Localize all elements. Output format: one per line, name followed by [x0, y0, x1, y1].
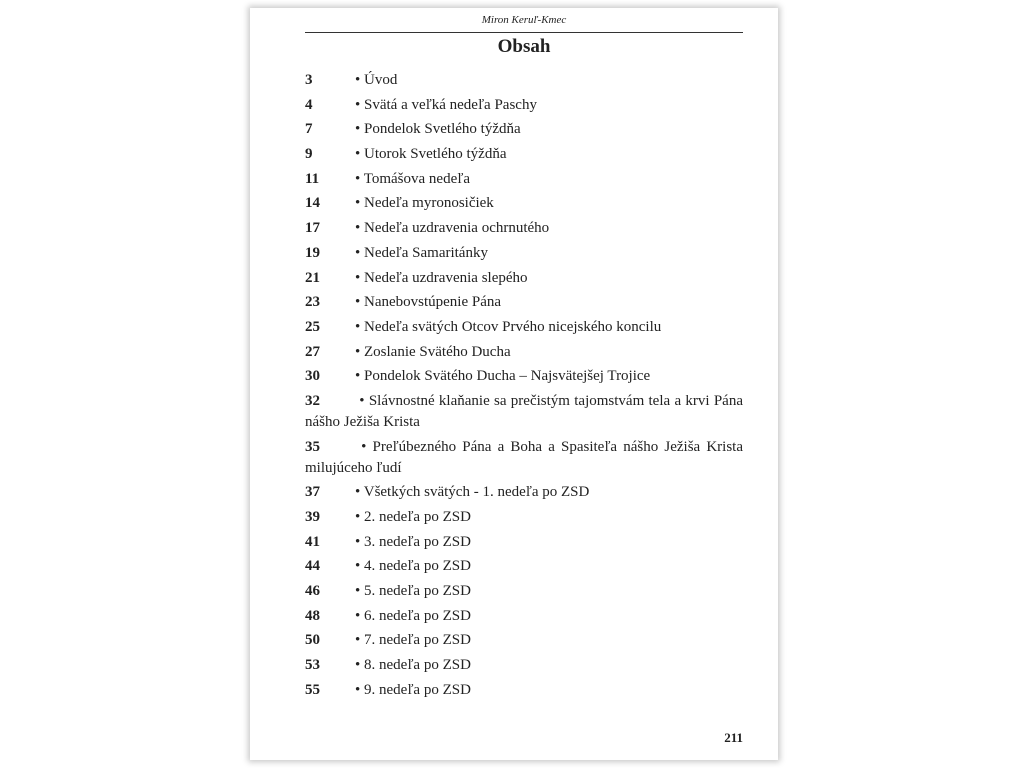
toc-entry — [305, 193, 743, 214]
toc-entry — [305, 119, 743, 140]
toc-entry-title: • Nanebovstúpenie Pána — [355, 294, 502, 311]
toc-entry-title: • Úvod — [355, 72, 398, 88]
toc-page-number: 35 — [305, 438, 320, 455]
toc-entry-title: • Slávnostné klaňanie sa prečistým tajomstvám tela a krvi Pána nášho Ježiša Krista — [305, 392, 743, 430]
toc-entry — [305, 292, 743, 313]
toc-entry-title: • 2. nedeľa po ZSD — [355, 509, 471, 525]
toc-page-number: 41 — [305, 533, 320, 550]
toc-entry — [305, 482, 743, 503]
toc-page-number: 3 — [305, 72, 313, 88]
toc-page-number: 27 — [305, 343, 320, 360]
toc-page-number: 39 — [305, 509, 320, 525]
toc-page-number: 11 — [305, 170, 320, 187]
toc-entry — [305, 218, 743, 239]
toc-page-number: 55 — [305, 681, 320, 698]
toc-entry-title: • Nedeľa svätých Otcov Prvého nicejského koncilu — [355, 318, 662, 335]
toc-entry — [305, 70, 743, 91]
toc-page-number: 7 — [305, 121, 313, 138]
running-head: Miron Keruľ-Kmec — [481, 14, 567, 26]
toc-entry — [305, 680, 743, 701]
toc-entry — [305, 630, 743, 651]
toc-entry — [305, 556, 743, 577]
table-of-contents — [305, 70, 743, 705]
toc-entry-title: • Všetkých svätých - 1. nedeľa po ZSD — [355, 484, 590, 501]
toc-entry — [305, 243, 743, 264]
toc-page-number: 48 — [305, 607, 320, 624]
toc-entry — [305, 507, 743, 528]
toc-entry-title: • Pondelok Svetlého týždňa — [355, 121, 521, 138]
toc-entry-title: • Svätá a veľká nedeľa Paschy — [355, 96, 537, 113]
toc-entry — [305, 606, 743, 627]
toc-entry — [305, 95, 743, 116]
toc-entry — [305, 317, 743, 338]
toc-page-number: 37 — [305, 484, 320, 501]
toc-entry-title: • Nedeľa uzdravenia ochrnutého — [355, 220, 550, 237]
toc-entry — [305, 581, 743, 602]
toc-entry-title: • 5. nedeľa po ZSD — [355, 583, 471, 600]
toc-entry-title: • Utorok Svetlého týždňa — [355, 146, 507, 163]
toc-entry — [305, 532, 743, 553]
header-rule — [305, 32, 743, 33]
toc-entry-title: • Nedeľa uzdravenia slepého — [355, 269, 528, 286]
toc-entry — [305, 268, 743, 289]
toc-page-number: 17 — [305, 220, 320, 237]
toc-entry-title: • Nedeľa Samaritánky — [355, 244, 488, 261]
toc-entry — [305, 391, 743, 433]
toc-page-number: 9 — [305, 146, 313, 163]
toc-entry-title: • Tomášova nedeľa — [355, 170, 470, 187]
toc-entry-title: • 4. nedeľa po ZSD — [355, 558, 471, 575]
toc-page-number: 46 — [305, 583, 320, 600]
toc-entry — [305, 437, 743, 479]
toc-page-number: 23 — [305, 294, 320, 311]
toc-entry — [305, 342, 743, 363]
toc-page-number: 21 — [305, 269, 320, 286]
toc-entry-title: • 9. nedeľa po ZSD — [355, 681, 471, 698]
toc-entry — [305, 144, 743, 165]
toc-entry-title: • Preľúbezného Pána a Boha a Spasiteľa nášho Ježiša Krista milujúceho ľudí — [305, 438, 743, 476]
toc-entry-title: • Nedeľa myronosičiek — [355, 195, 494, 212]
toc-entry — [305, 169, 743, 190]
toc-page-number: 4 — [305, 96, 313, 113]
toc-page-number: 14 — [305, 195, 320, 212]
toc-entry-title: • Pondelok Svätého Ducha – Najsvätejšej Trojice — [355, 368, 651, 385]
toc-entry — [305, 655, 743, 676]
toc-page-number: 50 — [305, 632, 320, 649]
toc-entry-title: • 8. nedeľa po ZSD — [355, 657, 471, 674]
toc-entry-title: • 7. nedeľa po ZSD — [355, 632, 471, 649]
toc-page-number: 30 — [305, 368, 320, 385]
toc-page-number: 32 — [305, 392, 320, 409]
toc-page-number: 25 — [305, 318, 320, 335]
toc-page-number: 19 — [305, 244, 320, 261]
toc-entry-title: • 3. nedeľa po ZSD — [355, 533, 471, 550]
toc-page-number: 53 — [305, 657, 320, 674]
page-number: 211 — [724, 730, 743, 745]
toc-page-number: 44 — [305, 558, 320, 575]
page-title: Obsah — [497, 36, 551, 57]
toc-entry-title: • 6. nedeľa po ZSD — [355, 607, 471, 624]
toc-entry — [305, 366, 743, 387]
toc-entry-title: • Zoslanie Svätého Ducha — [355, 343, 511, 360]
